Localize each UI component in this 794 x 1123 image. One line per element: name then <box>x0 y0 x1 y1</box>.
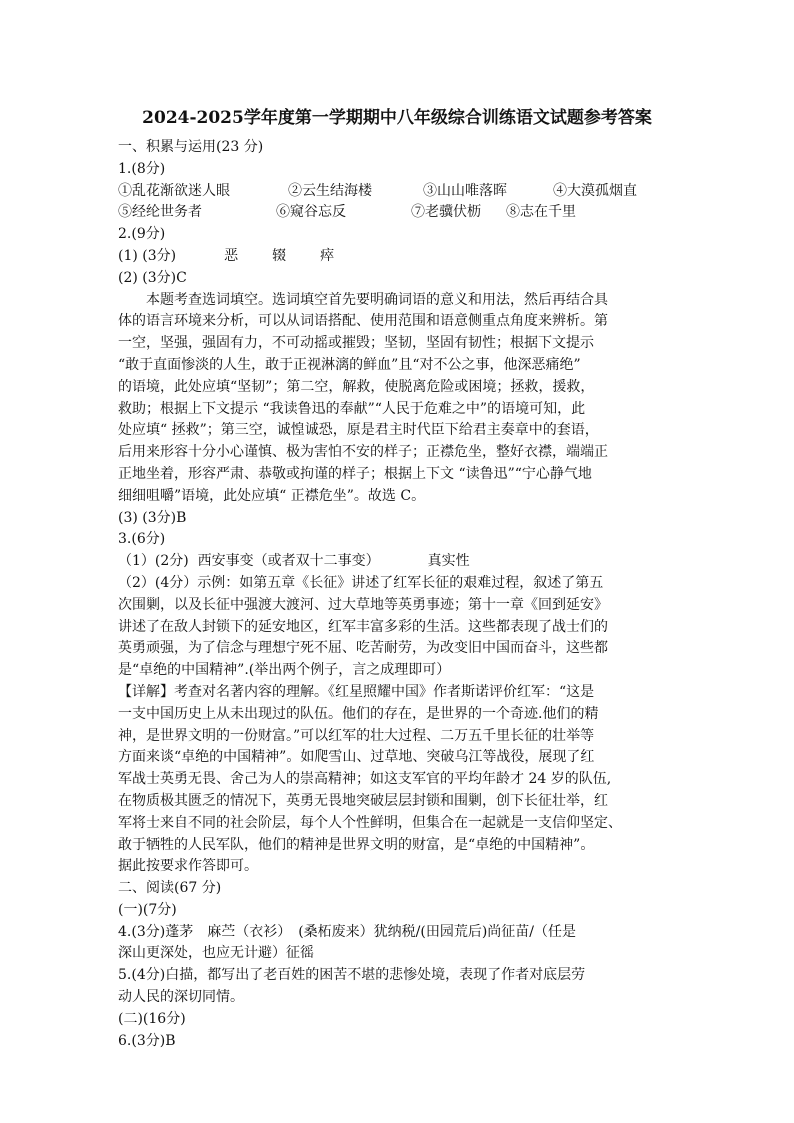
q1-answer-6: ⑥窥谷忘反 <box>276 204 346 221</box>
q3-detail-line-5: 军战士英勇无畏、舍己为人的崇高精神；如这支军官的平均年龄才 24 岁的队伍, <box>118 771 612 788</box>
q2-explanation-line-2: 体的语言环境来分析，可以从词语搭配、使用范围和语意侧重点角度来辨析。第 <box>118 313 608 330</box>
q3-part-1-answer: 西安事变（或者双十二事变） <box>197 553 380 570</box>
q1-answer-2: ②云生结海楼 <box>288 182 372 199</box>
q3-part-2-line-4: 英勇顽强，为了信念与理想宁死不屈、吃苦耐劳，为改变旧中国而奋斗，这些都 <box>118 640 608 657</box>
q2-char-1: 恶 <box>224 247 239 264</box>
q3-detail-line-8: 敢于牺牲的人民军队，他们的精神是世界文明的财富，是“卓绝的中国精神”。 <box>118 836 595 853</box>
q1-answers-row-1 <box>118 181 683 203</box>
q2-part-2: (2) (3分)C <box>118 269 187 286</box>
q2-explanation-line-3: 一空，坚强，强固有力，不可动摇或摧毁；坚韧，坚固有韧性；根据下文提示 <box>118 335 594 352</box>
q3-label: 3.(6分) <box>118 531 166 548</box>
q2-explanation-line-9: 正地坐着，形容严肃、恭敬或拘谨的样子；根据上下文 “读鲁迅”“宁心静气地 <box>118 465 592 482</box>
q3-part-1-answer-2: 真实性 <box>427 553 470 570</box>
q1-answer-8: ⑧志在千里 <box>506 204 576 221</box>
q2-char-3: 瘁 <box>320 247 335 264</box>
q3-detail-line-4: 方面来谈“卓绝的中国精神”。如爬雪山、过草地、突破乌江等战役，展现了红 <box>118 749 595 766</box>
q1-answers-row-2 <box>118 202 683 224</box>
q3-part-2-line-3: 讲述了在敌人封锁下的延安地区，红军丰富多彩的生活。这些都表现了战士们的 <box>118 618 608 635</box>
q3-detail-line-6: 在物质极其匮乏的情况下，英勇无畏地突破层层封锁和围剿，创下长征壮举，红 <box>118 792 608 809</box>
q2-explanation-line-10: 细细咀嚼”语境，此处应填“ 正襟危坐”。故选 C。 <box>118 487 426 504</box>
q3-detail-line-2: 一支中国历史上从未出现过的队伍。他们的存在，是世界的一个奇迹.他们的精 <box>118 705 599 722</box>
q3-detail-line-9: 据此按要求作答即可。 <box>118 858 258 875</box>
q4-line-2: 深山更深处，也应无计避）征徭 <box>118 945 314 962</box>
q2-part-1-prefix: (1) (3分) <box>118 247 177 264</box>
q2-part-1 <box>118 246 683 268</box>
q2-explanation-line-7: 处应填“ 拯救”；第三空，诚惶诚恐，原是君主时代臣下给君主奏章中的套语， <box>118 422 599 439</box>
q3-part-1 <box>118 551 683 573</box>
document-body <box>118 137 683 1052</box>
document-title: 2024-2025学年度第一学期期中八年级综合训练语文试题参考答案 <box>142 108 652 128</box>
q1-answer-4: ④大漠孤烟直 <box>553 182 637 199</box>
part-1-label: (一)(7分) <box>118 901 177 918</box>
q5-line-1: 5.(4分)白描，都写出了老百姓的困苦不堪的悲惨处境，表现了作者对底层劳 <box>118 967 586 984</box>
q1-answer-3: ③山山唯落晖 <box>423 182 507 199</box>
q1-label: 1.(8分) <box>118 160 166 177</box>
q3-part-1-prefix: （1）(2分) <box>118 553 189 570</box>
section-2-header: 二、阅读(67 分) <box>118 880 222 897</box>
q3-part-2-line-1: （2）(4分）示例：如第五章《长征》讲述了红军长征的艰难过程，叙述了第五 <box>118 574 604 591</box>
q3-part-2-line-5: 是“卓绝的中国精神”.(举出两个例子，言之成理即可） <box>118 662 451 679</box>
q6-answer: 6.(3分)B <box>118 1032 176 1049</box>
q3-detail-line-3: 神，是世界文明的一份财富。”可以红军的壮大过程、二万五千里长征的壮举等 <box>118 727 595 744</box>
q2-explanation-line-5: 的语境，此处应填“坚韧”；第二空，解救，使脱离危险或困境；拯救，援救， <box>118 378 595 395</box>
q3-detail-line-1: 【详解】考查对名著内容的理解。《红星照耀中国》作者斯诺评价红军：“这是 <box>118 683 595 700</box>
q2-label: 2.(9分) <box>118 226 166 243</box>
q3-detail-line-7: 军将士来自不同的社会阶层，每个人个性鲜明，但集合在一起就是一支信仰坚定、 <box>118 814 622 831</box>
q2-explanation-line-8: 后用来形容十分小心谨慎、极为害怕不安的样子；正襟危坐，整好衣襟，端端正 <box>118 444 608 461</box>
q2-explanation-line-6: 救助；根据上下文提示 “我读鲁迅的奉献”“人民于危难之中”的语境可知，此 <box>118 400 586 417</box>
q1-answer-5: ⑤经纶世务者 <box>118 204 202 221</box>
section-1-header: 一、积累与运用(23 分) <box>118 139 264 155</box>
q2-explanation-line-4: “敢于直面惨淡的人生，敢于正视淋漓的鲜血”且“对不公之事，他深恶痛绝” <box>118 356 581 373</box>
q4-line-1: 4.(3分)蓬茅 麻苎（衣衫） (桑柘废来）犹纳税/(田园荒后)尚征苗/（任是 <box>118 923 577 940</box>
part-2-label: (二)(16分) <box>118 1010 186 1027</box>
q2-part-3: (3) (3分)B <box>118 509 187 526</box>
q5-line-2: 动人民的深切同情。 <box>118 989 244 1006</box>
q2-char-2: 辍 <box>272 247 287 264</box>
q2-explanation-line-1: 本题考查选词填空。选词填空首先要明确词语的意义和用法，然后再结合具 <box>146 291 608 308</box>
q1-answer-7: ⑦老骥伏枥 <box>411 204 481 221</box>
q1-answer-1: ①乱花渐欲迷人眼 <box>118 182 230 199</box>
q3-part-2-line-2: 次围剿，以及长征中强渡大渡河、过大草地等英勇事迹；第十一章《回到延安》 <box>118 596 608 613</box>
